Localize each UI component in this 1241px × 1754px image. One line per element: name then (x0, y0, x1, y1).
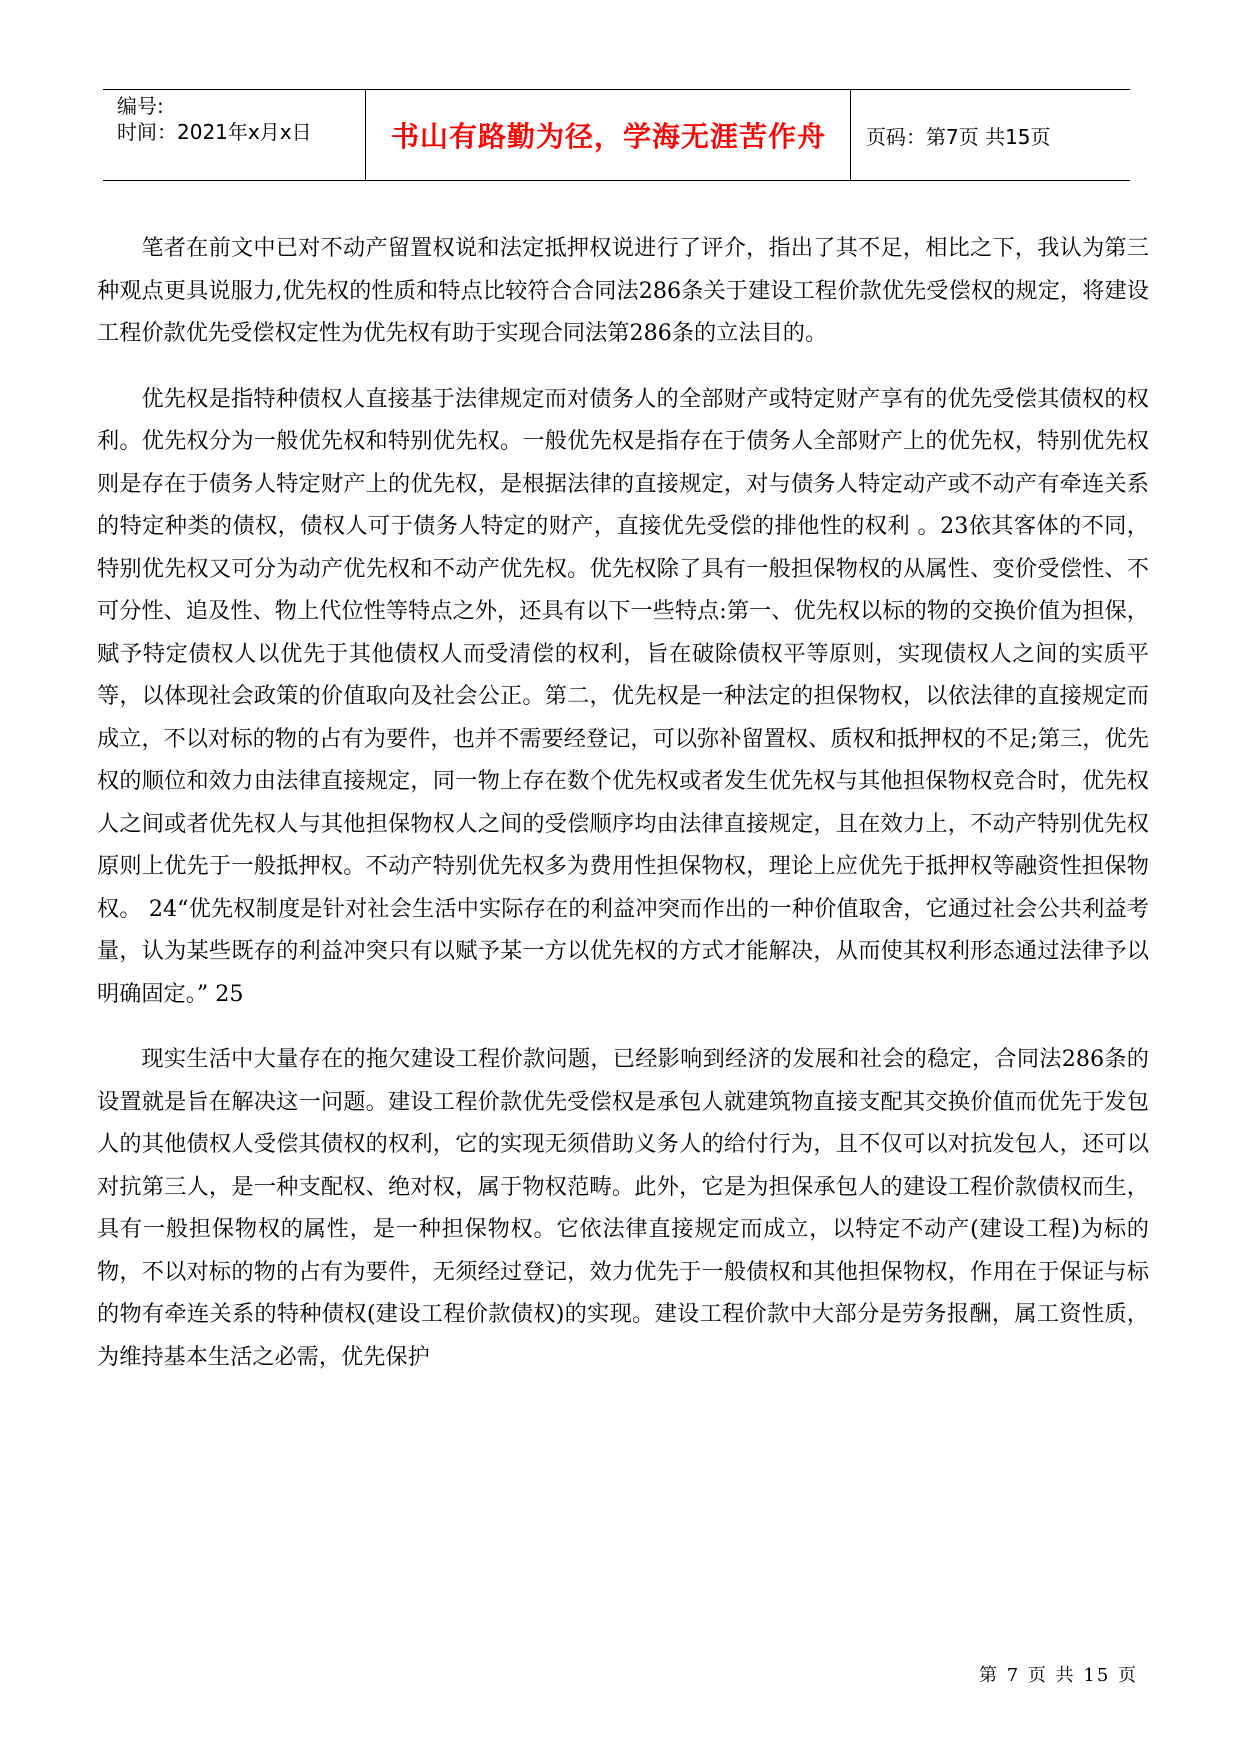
document-body (97, 227, 1149, 1401)
document-time-label: 时间：2021年x月x日 (117, 120, 312, 144)
page-footer: 第 7 页 共 15 页 (979, 1665, 1138, 1686)
header-meta (103, 90, 365, 180)
document-header (103, 89, 1130, 181)
header-motto: 书山有路勤为径，学海无涯苦作舟 (390, 120, 826, 153)
paragraph-1: 笔者在前文中已对不动产留置权说和法定抵押权说进行了评介，指出了其不足，相比之下，我认为第三种观点更具说服力,优先权的性质和特点比较符合合同法286条关于建设工程价款优先受偿权的规定，将建设工程价款优先受偿权定性为优先权有助于实现合同法第286条的立法目的。 (97, 235, 1149, 346)
header-page-code: 页码：第7页 共15页 (866, 124, 1051, 149)
header-divider-left (365, 90, 366, 180)
paragraph-2: 优先权是指特种债权人直接基于法律规定而对债务人的全部财产或特定财产享有的优先受偿其债权的权利。优先权分为一般优先权和特别优先权。一般优先权是指存在于债务人全部财产上的优先权，特别优先权则是存在于债务人特定财产上的优先权，是根据法律的直接规定，对与债务人特定动产或不动产有牵连关系的特定种类的债权，债权人可于债务人特定的财产，直接优先受偿的排他性的权利 。23依其客体的不同，特别优先权又可分为动产优先权和不动产优先权。优先权除了具有一般担保物权的从属性、变价受偿性、不可分性、追及性、物上代位性等特点之外，还具有以下一些特点:第一、优先权以标的物的交换价值为担保，赋予特定债权人以优先于其他债权人而受清偿的权利，旨在破除债权平等原则，实现债权人之间的实质平等，以体现社会政策的价值取向及社会公正。第二，优先权是一种法定的担保物权，以依法律的直接规定而成立，不以对标的物的占有为要件，也并不需要经登记，可以弥补留置权、质权和抵押权的不足;第三，优先权的顺位和效力由法律直接规定，同一物上存在数个优先权或者发生优先权与其他担保物权竞合时，优先权人之间或者优先权人与其他担保物权人之间的受偿顺序均由法律直接规定，且在效力上，不动产特别优先权原则上优先于一般抵押权。不动产特别优先权多为费用性担保物权，理论上应优先于抵押权等融资性担保物权。 24“优先权制度是针对社会生活中实际存在的利益冲突而作出的一种价值取舍，它通过社会公共利益考量，认为某些既存的利益冲突只有以赋予某一方以优先权的方式才能解决，从而使其权利形态通过法律予以明确固定。” 25 (97, 385, 1149, 1007)
header-divider-right (850, 90, 851, 180)
paragraph-3: 现实生活中大量存在的拖欠建设工程价款问题，已经影响到经济的发展和社会的稳定，合同法286条的设置就是旨在解决这一问题。建设工程价款优先受偿权是承包人就建筑物直接支配其交换价值而优先于发包人的其他债权人受偿其债权的权利，它的实现无须借助义务人的给付行为，且不仅可以对抗发包人，还可以对抗第三人，是一种支配权、绝对权，属于物权范畴。此外，它是为担保承包人的建设工程价款债权而生，具有一般担保物权的属性，是一种担保物权。它依法律直接规定而成立，以特定不动产(建设工程)为标的物，不以对标的物的占有为要件，无须经过登记，效力优先于一般债权和其他担保物权，作用在于保证与标的物有牵连关系的特种债权(建设工程价款债权)的实现。建设工程价款中大部分是劳务报酬，属工资性质，为维持基本生活之必需，优先保护 (97, 1046, 1149, 1370)
document-number-label: 编号: (117, 94, 164, 118)
